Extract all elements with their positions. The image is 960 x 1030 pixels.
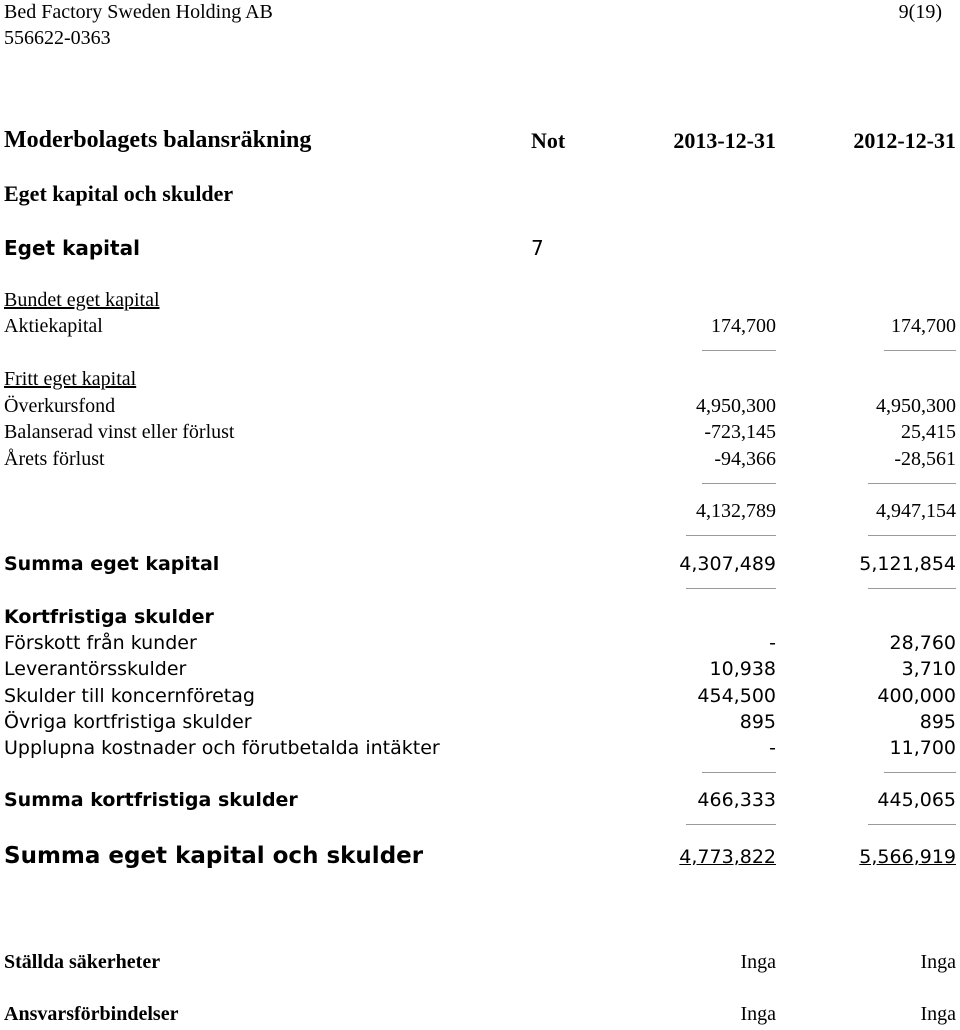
row-value-2013: - (769, 632, 776, 654)
total-equity-2013: 4,307,489 (679, 553, 776, 575)
free-equity-subtotal-2013: 4,132,789 (696, 500, 776, 522)
subtotal-rule (884, 350, 956, 351)
restricted-equity-heading: Bundet eget kapital (4, 289, 160, 311)
row-value-2013: 454,500 (697, 685, 776, 707)
column-header-2013: 2013-12-31 (673, 128, 776, 153)
row-label: Förskott från kunder (4, 632, 197, 654)
row-value-2012: 400,000 (877, 685, 956, 707)
row-value-2013: - (769, 737, 776, 759)
total-current-liabilities-2013: 466,333 (697, 789, 776, 811)
contingent-liabilities-2012: Inga (920, 1003, 956, 1025)
pledged-assets-label: Ställda säkerheter (4, 951, 161, 973)
free-equity-heading: Fritt eget kapital (4, 368, 137, 390)
org-number: 556622-0363 (4, 27, 111, 49)
subtotal-rule (686, 535, 776, 536)
subtotal-rule (702, 350, 776, 351)
row-value-2013: -723,145 (704, 421, 776, 443)
row-label: Balanserad vinst eller förlust (4, 421, 235, 443)
grand-total-label: Summa eget kapital och skulder (4, 843, 424, 869)
contingent-liabilities-2013: Inga (740, 1003, 776, 1025)
row-value-2013: -94,366 (714, 448, 776, 470)
page-title: Moderbolagets balansräkning (4, 127, 312, 153)
subtotal-rule (702, 772, 776, 773)
equity-note: 7 (531, 236, 544, 260)
total-equity-2012: 5,121,854 (859, 553, 956, 575)
subtotal-rule (868, 824, 956, 825)
total-rule (686, 588, 776, 589)
column-header-note: Not (531, 128, 566, 153)
total-rule (868, 588, 956, 589)
row-value-2012: 28,760 (889, 632, 956, 654)
subtotal-rule (884, 772, 956, 773)
row-value-2012: 11,700 (889, 737, 956, 759)
free-equity-subtotal-2012: 4,947,154 (876, 500, 956, 522)
subtotal-rule (868, 535, 956, 536)
row-value-2013: 895 (739, 711, 776, 733)
subtotal-rule (702, 483, 776, 484)
page-number: 9(19) (898, 1, 942, 23)
row-label: Skulder till koncernföretag (4, 685, 255, 707)
row-value-2012: 895 (919, 711, 956, 733)
row-label: Övriga kortfristiga skulder (4, 711, 252, 733)
row-label: Upplupna kostnader och förutbetalda intäkter (4, 737, 440, 759)
row-value-2012: 3,710 (901, 658, 956, 680)
pledged-assets-2012: Inga (920, 951, 956, 973)
row-value-2013: 4,950,300 (696, 395, 776, 417)
row-value-2012: 4,950,300 (876, 395, 956, 417)
current-liabilities-heading: Kortfristiga skulder (4, 606, 214, 628)
row-value-2013: 174,700 (711, 315, 776, 337)
grand-total-2012: 5,566,919 (859, 846, 956, 868)
grand-total-2013: 4,773,822 (679, 846, 776, 868)
row-label: Årets förlust (4, 448, 105, 470)
total-current-liabilities-2012: 445,065 (877, 789, 956, 811)
pledged-assets-2013: Inga (740, 951, 776, 973)
equity-heading: Eget kapital (4, 236, 140, 260)
row-label: Överkursfond (4, 395, 116, 417)
row-value-2012: 25,415 (901, 421, 956, 443)
column-header-2012: 2012-12-31 (853, 128, 956, 153)
total-equity-label: Summa eget kapital (4, 553, 220, 575)
subtotal-rule (868, 483, 956, 484)
row-value-2013: 10,938 (709, 658, 776, 680)
contingent-liabilities-label: Ansvarsförbindelser (4, 1003, 179, 1025)
company-name: Bed Factory Sweden Holding AB (4, 1, 273, 23)
row-value-2012: -28,561 (894, 448, 956, 470)
section-heading: Eget kapital och skulder (4, 181, 234, 206)
row-label: Aktiekapital (4, 315, 103, 337)
subtotal-rule (686, 824, 776, 825)
row-label: Leverantörsskulder (4, 658, 187, 680)
row-value-2012: 174,700 (891, 315, 956, 337)
total-current-liabilities-label: Summa kortfristiga skulder (4, 789, 298, 811)
